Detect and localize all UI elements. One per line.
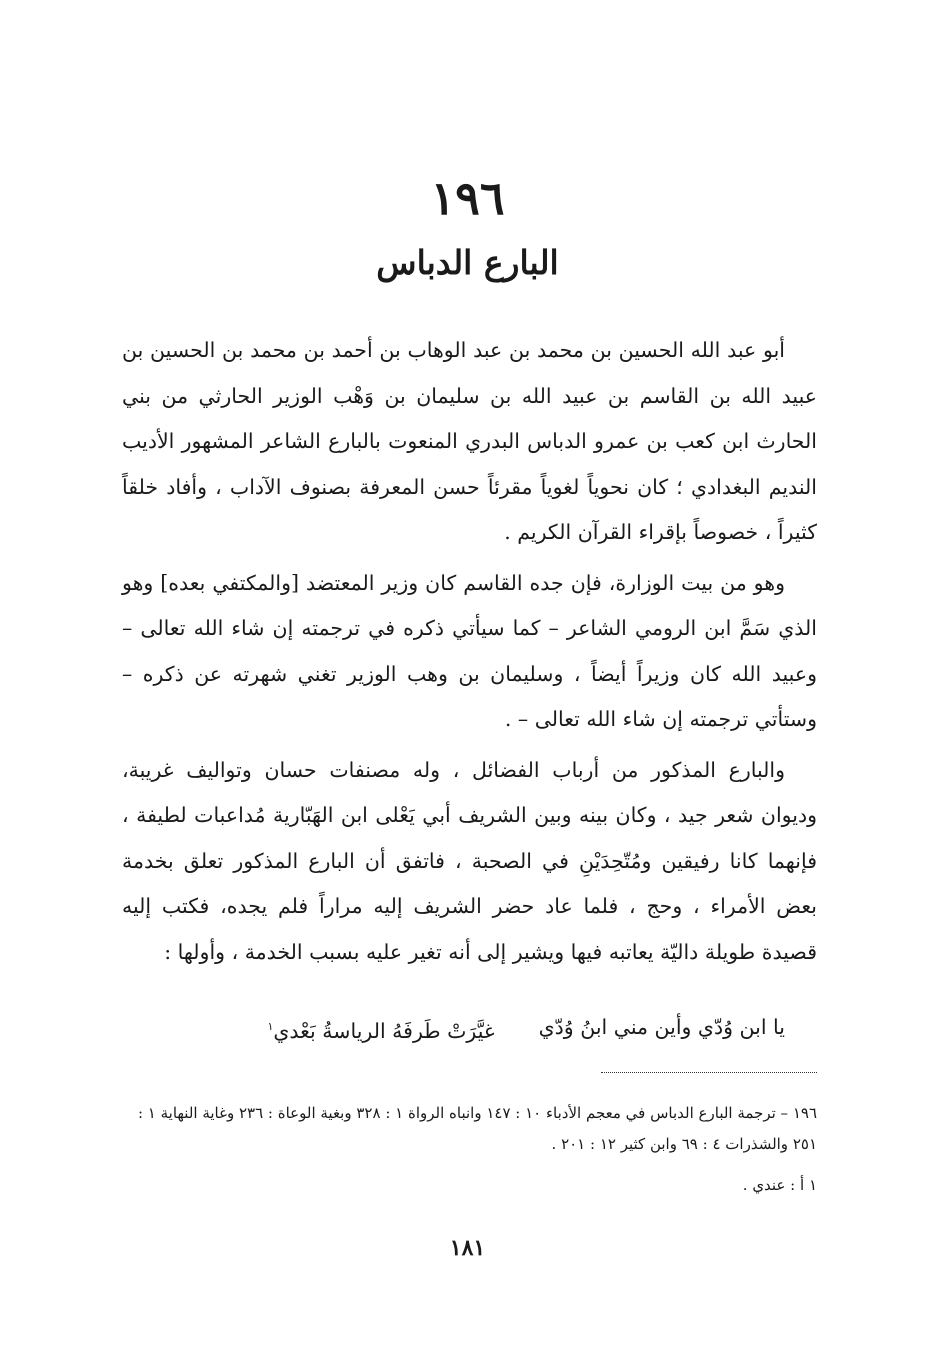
page-number: ١٨١ (449, 1235, 486, 1261)
footnote-divider (601, 1072, 817, 1073)
footnotes (122, 1098, 817, 1211)
footnote-marker: ١ (267, 1020, 274, 1033)
entry-title: البارع الدباس (376, 243, 559, 282)
paragraph-lineage: أبو عبد الله الحسين بن محمد بن عبد الوهاب بن أحمد بن محمد بن الحسين بن عبيد الله بن القاسم بن عبيد الله بن سليمان بن وَهْب الوزير الحارثي من بني الحارث ابن كعب بن عمرو الدباس البدري المنعوت بالبارع الشاعر المشهور الأديب النديم البغدادي ؛ كان نحوياً لغوياً مقرئاً حسن المعرفة بصنوف الآداب ، وأفاد خلقاً كثيراً ، خصوصاً بإقراء القرآن الكريم . (122, 338, 817, 544)
verse-second-hemistich (267, 1002, 494, 1056)
biography-body (122, 328, 817, 980)
paragraph-works: والبارع المذكور من أرباب الفضائل ، وله مصنفات حسان وتواليف غريبة، وديوان شعر جيد ، وكان بينه وبين الشريف أبي يَعْلى ابن الهَبّارية مُداعبات لطيفة ، فإنهما كانا رفيقين ومُتّحِدَيْنِ في الصحبة ، فاتفق أن البارع المذكور تعلق بخدمة بعض الأمراء ، وحج ، فلما عاد حضر الشريف إليه مراراً فلم يجده، فكتب إليه قصيدة طويلة داليّة يعاتبه فيها ويشير إلى أنه تغير عليه بسبب الخدمة ، وأولها : (122, 757, 817, 964)
verse-second-hemistich-text: غيَّرَتْ طَرفَهُ الرياسةُ بَعْدي (273, 1018, 495, 1043)
entry-number: ١٩٦ (430, 171, 505, 225)
paragraph-family: وهو من بيت الوزارة، فإن جده القاسم كان وزير المعتضد [والمكتفي بعده] وهو الذي سَمَّ ابن الرومي الشاعر – كما سيأتي ذكره في ترجمته إن شاء الله تعالى – وعبيد الله كان وزيراً أيضاً ، وسليمان بن وهب الوزير تغني شهرته عن ذكره – وستأتي ترجمته إن شاء الله تعالى – . (122, 570, 817, 731)
footnote-sources: ١٩٦ – ترجمة البارع الدباس في معجم الأدباء ١٠ : ١٤٧ وانباه الرواة ١ : ٣٢٨ وبغية الوعاة : ٢٣٦ وغاية النهاية ١ : ٢٥١ والشذرات ٤ : ٦٩ وابن كثير ١٢ : ٢٠١ . (137, 1104, 817, 1153)
footnote-variant: ١ أ : عندي . (742, 1176, 817, 1194)
poem-verse (122, 1002, 817, 1056)
verse-first-hemistich: يا ابن وُدّي وأين مني ابنُ وُدّي (538, 1015, 785, 1039)
